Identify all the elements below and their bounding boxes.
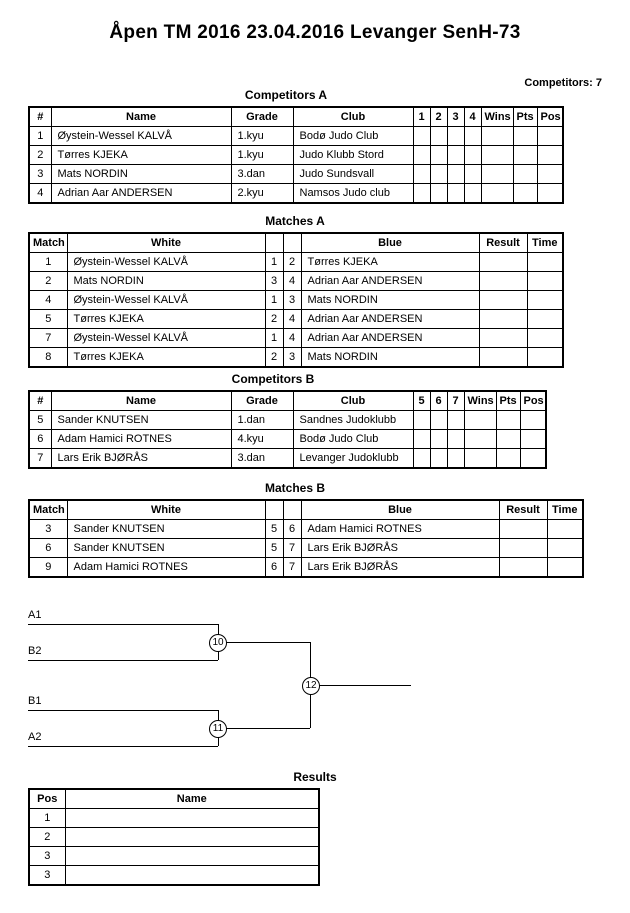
- cell-m2: [430, 184, 447, 204]
- cell-pos: 1: [29, 809, 65, 828]
- competitors-b-section: [28, 372, 544, 469]
- competitors-a-section: [28, 88, 561, 204]
- matches-a-table: [28, 232, 564, 368]
- finals-bracket: [28, 597, 602, 762]
- cell-grade: 3.dan: [231, 449, 293, 469]
- bracket-line-final-out: [319, 685, 411, 686]
- cell-result: [499, 520, 547, 539]
- bracket-line-11-out: [226, 728, 310, 729]
- cell-pos: [520, 449, 546, 469]
- table-row: [29, 184, 563, 204]
- table-header-row: [29, 391, 546, 411]
- matches-a-title: Matches A: [265, 214, 325, 228]
- cell-white: Øystein-Wessel KALVÅ: [67, 253, 265, 272]
- cell-wins: [481, 165, 513, 184]
- competitors-a-table: [28, 106, 564, 204]
- cell-white-num: 2: [265, 348, 283, 368]
- cell-num: 3: [29, 165, 51, 184]
- bracket-line-b1: [28, 710, 218, 711]
- cell-club: Namsos Judo club: [293, 184, 413, 204]
- col-m3: 7: [447, 391, 464, 411]
- competitors-count: Competitors: 7: [524, 77, 602, 89]
- cell-pos: [537, 146, 563, 165]
- cell-white: Sander KNUTSEN: [67, 520, 265, 539]
- cell-white-num: 1: [265, 291, 283, 310]
- competitors-b-title: Competitors B: [231, 372, 315, 386]
- cell-m3: [447, 411, 464, 430]
- cell-pos: [537, 184, 563, 204]
- table-row: [29, 272, 563, 291]
- bracket-line-10-out: [226, 642, 310, 643]
- cell-m2: [430, 127, 447, 146]
- table-row: [29, 520, 583, 539]
- cell-club: Judo Klubb Stord: [293, 146, 413, 165]
- table-row: [29, 310, 563, 329]
- col-name: Name: [51, 107, 231, 127]
- cell-pts: [496, 430, 520, 449]
- cell-name: [65, 847, 319, 866]
- col-blue: Blue: [301, 233, 479, 253]
- table-row: [29, 165, 563, 184]
- cell-white-num: 5: [265, 539, 283, 558]
- cell-blue: Adrian Aar ANDERSEN: [301, 272, 479, 291]
- cell-m3: [447, 430, 464, 449]
- cell-blue-num: 4: [283, 310, 301, 329]
- col-white-num: [265, 233, 283, 253]
- table-row: [29, 127, 563, 146]
- col-result: Result: [479, 233, 527, 253]
- cell-m3: [447, 146, 464, 165]
- cell-m4: [464, 165, 481, 184]
- cell-white: Sander KNUTSEN: [67, 539, 265, 558]
- cell-match: 7: [29, 329, 67, 348]
- cell-m2: [430, 430, 447, 449]
- cell-num: 4: [29, 184, 51, 204]
- table-row: [29, 449, 546, 469]
- col-pos: Pos: [537, 107, 563, 127]
- col-name: Name: [51, 391, 231, 411]
- table-row: [29, 411, 546, 430]
- cell-wins: [464, 411, 496, 430]
- cell-name: [65, 828, 319, 847]
- col-result: Result: [499, 500, 547, 520]
- cell-match: 6: [29, 539, 67, 558]
- cell-match: 8: [29, 348, 67, 368]
- col-time: Time: [527, 233, 563, 253]
- col-grade: Grade: [231, 391, 293, 411]
- cell-match: 5: [29, 310, 67, 329]
- col-white-num: [265, 500, 283, 520]
- col-pos: Pos: [29, 789, 65, 809]
- col-m1: 5: [413, 391, 430, 411]
- results-title: Results: [293, 770, 337, 784]
- cell-blue-num: 6: [283, 520, 301, 539]
- cell-name: Adam Hamici ROTNES: [51, 430, 231, 449]
- bracket-node-12: 12: [302, 677, 320, 695]
- cell-result: [479, 348, 527, 368]
- bracket-node-10: 10: [209, 634, 227, 652]
- cell-pos: [537, 165, 563, 184]
- cell-name: [65, 809, 319, 828]
- bracket-line-a2: [28, 746, 218, 747]
- cell-blue: Adrian Aar ANDERSEN: [301, 310, 479, 329]
- table-row: [29, 828, 319, 847]
- cell-blue-num: 3: [283, 291, 301, 310]
- cell-club: Bodø Judo Club: [293, 430, 413, 449]
- col-club: Club: [293, 391, 413, 411]
- table-row: [29, 329, 563, 348]
- table-row: [29, 558, 583, 578]
- cell-time: [527, 310, 563, 329]
- cell-match: 2: [29, 272, 67, 291]
- col-pts: Pts: [496, 391, 520, 411]
- cell-m3: [447, 184, 464, 204]
- cell-pos: [520, 411, 546, 430]
- cell-result: [479, 272, 527, 291]
- cell-time: [527, 253, 563, 272]
- cell-white: Øystein-Wessel KALVÅ: [67, 329, 265, 348]
- cell-wins: [481, 146, 513, 165]
- cell-m3: [447, 449, 464, 469]
- cell-time: [547, 558, 583, 578]
- cell-grade: 1.dan: [231, 411, 293, 430]
- cell-m4: [464, 127, 481, 146]
- table-row: [29, 809, 319, 828]
- cell-club: Levanger Judoklubb: [293, 449, 413, 469]
- cell-blue: Lars Erik BJØRÅS: [301, 558, 499, 578]
- col-match: Match: [29, 500, 67, 520]
- col-club: Club: [293, 107, 413, 127]
- table-row: [29, 291, 563, 310]
- cell-m1: [413, 430, 430, 449]
- cell-result: [479, 310, 527, 329]
- bracket-node-11: 11: [209, 720, 227, 738]
- cell-name: Tørres KJEKA: [51, 146, 231, 165]
- col-blue-num: [283, 233, 301, 253]
- cell-result: [479, 329, 527, 348]
- cell-num: 7: [29, 449, 51, 469]
- bracket-line-b2: [28, 660, 218, 661]
- cell-blue-num: 2: [283, 253, 301, 272]
- cell-white: Tørres KJEKA: [67, 348, 265, 368]
- cell-grade: 2.kyu: [231, 184, 293, 204]
- cell-white: Adam Hamici ROTNES: [67, 558, 265, 578]
- cell-m3: [447, 127, 464, 146]
- cell-blue: Lars Erik BJØRÅS: [301, 539, 499, 558]
- table-header-row: [29, 107, 563, 127]
- cell-white: Øystein-Wessel KALVÅ: [67, 291, 265, 310]
- cell-blue-num: 3: [283, 348, 301, 368]
- table-row: [29, 847, 319, 866]
- col-grade: Grade: [231, 107, 293, 127]
- cell-blue: Adam Hamici ROTNES: [301, 520, 499, 539]
- cell-m2: [430, 146, 447, 165]
- cell-match: 1: [29, 253, 67, 272]
- cell-m4: [464, 146, 481, 165]
- cell-pts: [496, 411, 520, 430]
- table-header-row: [29, 500, 583, 520]
- cell-blue-num: 4: [283, 329, 301, 348]
- cell-result: [479, 291, 527, 310]
- table-row: [29, 146, 563, 165]
- cell-pos: 3: [29, 847, 65, 866]
- cell-pos: [537, 127, 563, 146]
- table-header-row: [29, 233, 563, 253]
- bracket-slot-a1: A1: [28, 609, 42, 621]
- cell-blue: Mats NORDIN: [301, 291, 479, 310]
- competitors-a-title: Competitors A: [244, 88, 328, 102]
- col-pos: Pos: [520, 391, 546, 411]
- table-header-row: [29, 789, 319, 809]
- cell-name: Øystein-Wessel KALVÅ: [51, 127, 231, 146]
- bracket-line-a1: [28, 624, 218, 625]
- table-row: [29, 539, 583, 558]
- col-blue-num: [283, 500, 301, 520]
- cell-pos: 2: [29, 828, 65, 847]
- cell-white-num: 6: [265, 558, 283, 578]
- col-white: White: [67, 500, 265, 520]
- cell-blue: Mats NORDIN: [301, 348, 479, 368]
- col-m4: 4: [464, 107, 481, 127]
- cell-name: [65, 866, 319, 886]
- col-m3: 3: [447, 107, 464, 127]
- cell-blue-num: 7: [283, 558, 301, 578]
- cell-pts: [513, 127, 537, 146]
- col-name: Name: [65, 789, 319, 809]
- cell-m4: [464, 184, 481, 204]
- bracket-slot-b2: B2: [28, 645, 42, 657]
- cell-m3: [447, 165, 464, 184]
- cell-white-num: 3: [265, 272, 283, 291]
- col-pts: Pts: [513, 107, 537, 127]
- cell-time: [527, 348, 563, 368]
- cell-num: 2: [29, 146, 51, 165]
- results-table: [28, 788, 320, 886]
- cell-name: Sander KNUTSEN: [51, 411, 231, 430]
- cell-club: Sandnes Judoklubb: [293, 411, 413, 430]
- cell-time: [547, 539, 583, 558]
- cell-grade: 3.dan: [231, 165, 293, 184]
- cell-time: [547, 520, 583, 539]
- cell-pos: 3: [29, 866, 65, 886]
- cell-white: Mats NORDIN: [67, 272, 265, 291]
- cell-white-num: 2: [265, 310, 283, 329]
- bracket-slot-b1: B1: [28, 695, 42, 707]
- cell-blue-num: 7: [283, 539, 301, 558]
- cell-m1: [413, 165, 430, 184]
- table-row: [29, 430, 546, 449]
- col-num: #: [29, 107, 51, 127]
- col-wins: Wins: [464, 391, 496, 411]
- cell-grade: 1.kyu: [231, 127, 293, 146]
- col-m2: 2: [430, 107, 447, 127]
- cell-num: 1: [29, 127, 51, 146]
- matches-b-table: [28, 499, 584, 578]
- col-wins: Wins: [481, 107, 513, 127]
- cell-m1: [413, 146, 430, 165]
- matches-b-title: Matches B: [264, 481, 326, 495]
- cell-pts: [513, 165, 537, 184]
- cell-pts: [513, 146, 537, 165]
- cell-pts: [496, 449, 520, 469]
- col-num: #: [29, 391, 51, 411]
- cell-white-num: 1: [265, 329, 283, 348]
- bracket-slot-a2: A2: [28, 731, 42, 743]
- col-blue: Blue: [301, 500, 499, 520]
- cell-m1: [413, 449, 430, 469]
- matches-b-section: [28, 481, 578, 578]
- cell-wins: [481, 184, 513, 204]
- cell-grade: 1.kyu: [231, 146, 293, 165]
- matches-a-section: [28, 214, 562, 368]
- cell-match: 9: [29, 558, 67, 578]
- competitors-b-table: [28, 390, 547, 469]
- cell-blue: Adrian Aar ANDERSEN: [301, 329, 479, 348]
- cell-time: [527, 329, 563, 348]
- cell-grade: 4.kyu: [231, 430, 293, 449]
- col-m1: 1: [413, 107, 430, 127]
- cell-pts: [513, 184, 537, 204]
- cell-num: 6: [29, 430, 51, 449]
- cell-match: 3: [29, 520, 67, 539]
- cell-m2: [430, 411, 447, 430]
- cell-blue: Tørres KJEKA: [301, 253, 479, 272]
- cell-time: [527, 272, 563, 291]
- cell-result: [479, 253, 527, 272]
- col-m2: 6: [430, 391, 447, 411]
- results-section: [28, 788, 318, 886]
- cell-white: Tørres KJEKA: [67, 310, 265, 329]
- cell-name: Adrian Aar ANDERSEN: [51, 184, 231, 204]
- cell-wins: [464, 449, 496, 469]
- cell-m2: [430, 165, 447, 184]
- cell-blue-num: 4: [283, 272, 301, 291]
- cell-time: [527, 291, 563, 310]
- col-white: White: [67, 233, 265, 253]
- table-row: [29, 348, 563, 368]
- cell-wins: [464, 430, 496, 449]
- page-title: Åpen TM 2016 23.04.2016 Levanger SenH-73: [109, 22, 521, 43]
- cell-result: [499, 539, 547, 558]
- cell-num: 5: [29, 411, 51, 430]
- cell-wins: [481, 127, 513, 146]
- cell-name: Lars Erik BJØRÅS: [51, 449, 231, 469]
- cell-white-num: 5: [265, 520, 283, 539]
- tournament-sheet: [0, 22, 630, 913]
- table-row: [29, 866, 319, 886]
- cell-club: Bodø Judo Club: [293, 127, 413, 146]
- cell-name: Mats NORDIN: [51, 165, 231, 184]
- cell-pos: [520, 430, 546, 449]
- table-row: [29, 253, 563, 272]
- col-time: Time: [547, 500, 583, 520]
- cell-result: [499, 558, 547, 578]
- cell-match: 4: [29, 291, 67, 310]
- cell-m1: [413, 411, 430, 430]
- cell-m1: [413, 127, 430, 146]
- cell-m2: [430, 449, 447, 469]
- cell-club: Judo Sundsvall: [293, 165, 413, 184]
- cell-white-num: 1: [265, 253, 283, 272]
- col-match: Match: [29, 233, 67, 253]
- cell-m1: [413, 184, 430, 204]
